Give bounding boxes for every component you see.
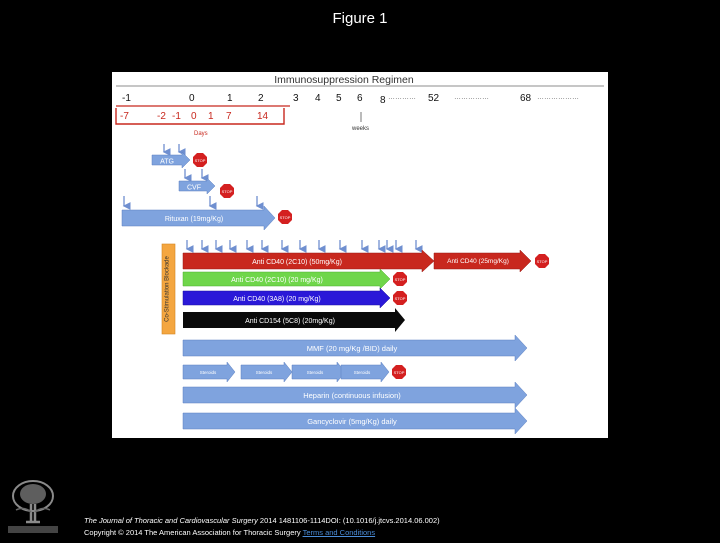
- slide-title: Figure 1: [332, 10, 388, 27]
- day-tick: 14: [257, 111, 269, 122]
- label-mmf: MMF (20 mg/Kg /BID) daily: [306, 344, 398, 353]
- terms-link[interactable]: Terms and Conditions: [302, 528, 376, 537]
- stop-sign: [278, 210, 292, 224]
- citation-text: 2014 1481106-1114DOI: (10.1016/j.jtcvs.2014.06.002): [257, 516, 440, 525]
- week-dots: ………………: [537, 94, 579, 101]
- day-tick: -1: [172, 111, 181, 122]
- day-tick: 1: [208, 111, 214, 122]
- week-tick: 1: [227, 93, 233, 104]
- week-tick: -1: [122, 93, 131, 104]
- stop-sign: [393, 272, 407, 286]
- days-row: [120, 111, 269, 122]
- citation-line: [84, 515, 440, 527]
- svg-text:STOP: STOP: [221, 189, 233, 194]
- label-gancyclovir: Gancyclovir (5mg/Kg) daily: [307, 417, 397, 426]
- week-tick: 5: [336, 93, 342, 104]
- svg-text:STOP: STOP: [394, 277, 406, 282]
- svg-text:STOP: STOP: [536, 259, 548, 264]
- citation-footer: [84, 515, 440, 539]
- label-steroids-1: Steroids: [199, 370, 217, 375]
- week-tick: 68: [520, 93, 532, 104]
- label-heparin: Heparin (continuous infusion): [303, 391, 401, 400]
- week-dots: …………: [388, 94, 416, 101]
- elsevier-logo: [4, 476, 62, 538]
- stop-sign: [392, 365, 406, 379]
- figure-panel: [112, 72, 608, 438]
- side-label: Co-Stimulation Blockade: [164, 256, 171, 322]
- label-cd40-2c10-20: Anti CD40 (2C10) (20 mg/Kg): [231, 277, 323, 284]
- stop-sign: [535, 254, 549, 268]
- week-dots: ……………: [454, 94, 489, 101]
- label-cd40-2c10-50: Anti CD40 (2C10) (50mg/Kg): [252, 259, 342, 266]
- label-cd40-2c10-25: Anti CD40 (25mg/Kg): [447, 258, 509, 265]
- day-tick: -2: [157, 111, 166, 122]
- week-tick: 6: [357, 93, 363, 104]
- label-steroids-4: Steroids: [353, 370, 371, 375]
- day-tick: -7: [120, 111, 129, 122]
- weeks-row: [122, 93, 579, 106]
- week-tick: 2: [258, 93, 264, 104]
- label-cd154: Anti CD154 (5C8) (20mg/Kg): [245, 318, 335, 325]
- stop-sign: [220, 184, 234, 198]
- day-tick: 0: [191, 111, 197, 122]
- copyright-text: Copyright © 2014 The American Association for Thoracic Surgery: [84, 528, 303, 537]
- copyright-line: [84, 527, 440, 539]
- regimen-title: Immunosuppression Regimen: [274, 74, 414, 86]
- label-steroids-2: Steroids: [255, 370, 273, 375]
- svg-text:STOP: STOP: [394, 296, 406, 301]
- days-label: Days: [194, 131, 208, 137]
- label-cd40-3a8: Anti CD40 (3A8) (20 mg/Kg): [233, 296, 321, 303]
- week-tick: 4: [315, 93, 321, 104]
- week-tick: 0: [189, 93, 195, 104]
- day-tick: 7: [226, 111, 232, 122]
- svg-text:STOP: STOP: [279, 215, 291, 220]
- stop-sign: [393, 291, 407, 305]
- journal-name: The Journal of Thoracic and Cardiovascular Surgery: [84, 516, 258, 525]
- label-atg: ATG: [160, 158, 174, 166]
- svg-text:STOP: STOP: [393, 370, 405, 375]
- stop-sign: [193, 153, 207, 167]
- week-tick: 52: [428, 93, 440, 104]
- label-steroids-3: Steroids: [306, 370, 324, 375]
- weeks-label: weeks: [352, 126, 370, 132]
- week-tick: 3: [293, 93, 299, 104]
- week-tick: 8: [380, 95, 386, 106]
- label-cvf: CVF: [187, 184, 201, 192]
- label-rituxan: Rituxan (19mg/Kg): [164, 216, 224, 223]
- svg-text:STOP: STOP: [194, 158, 206, 163]
